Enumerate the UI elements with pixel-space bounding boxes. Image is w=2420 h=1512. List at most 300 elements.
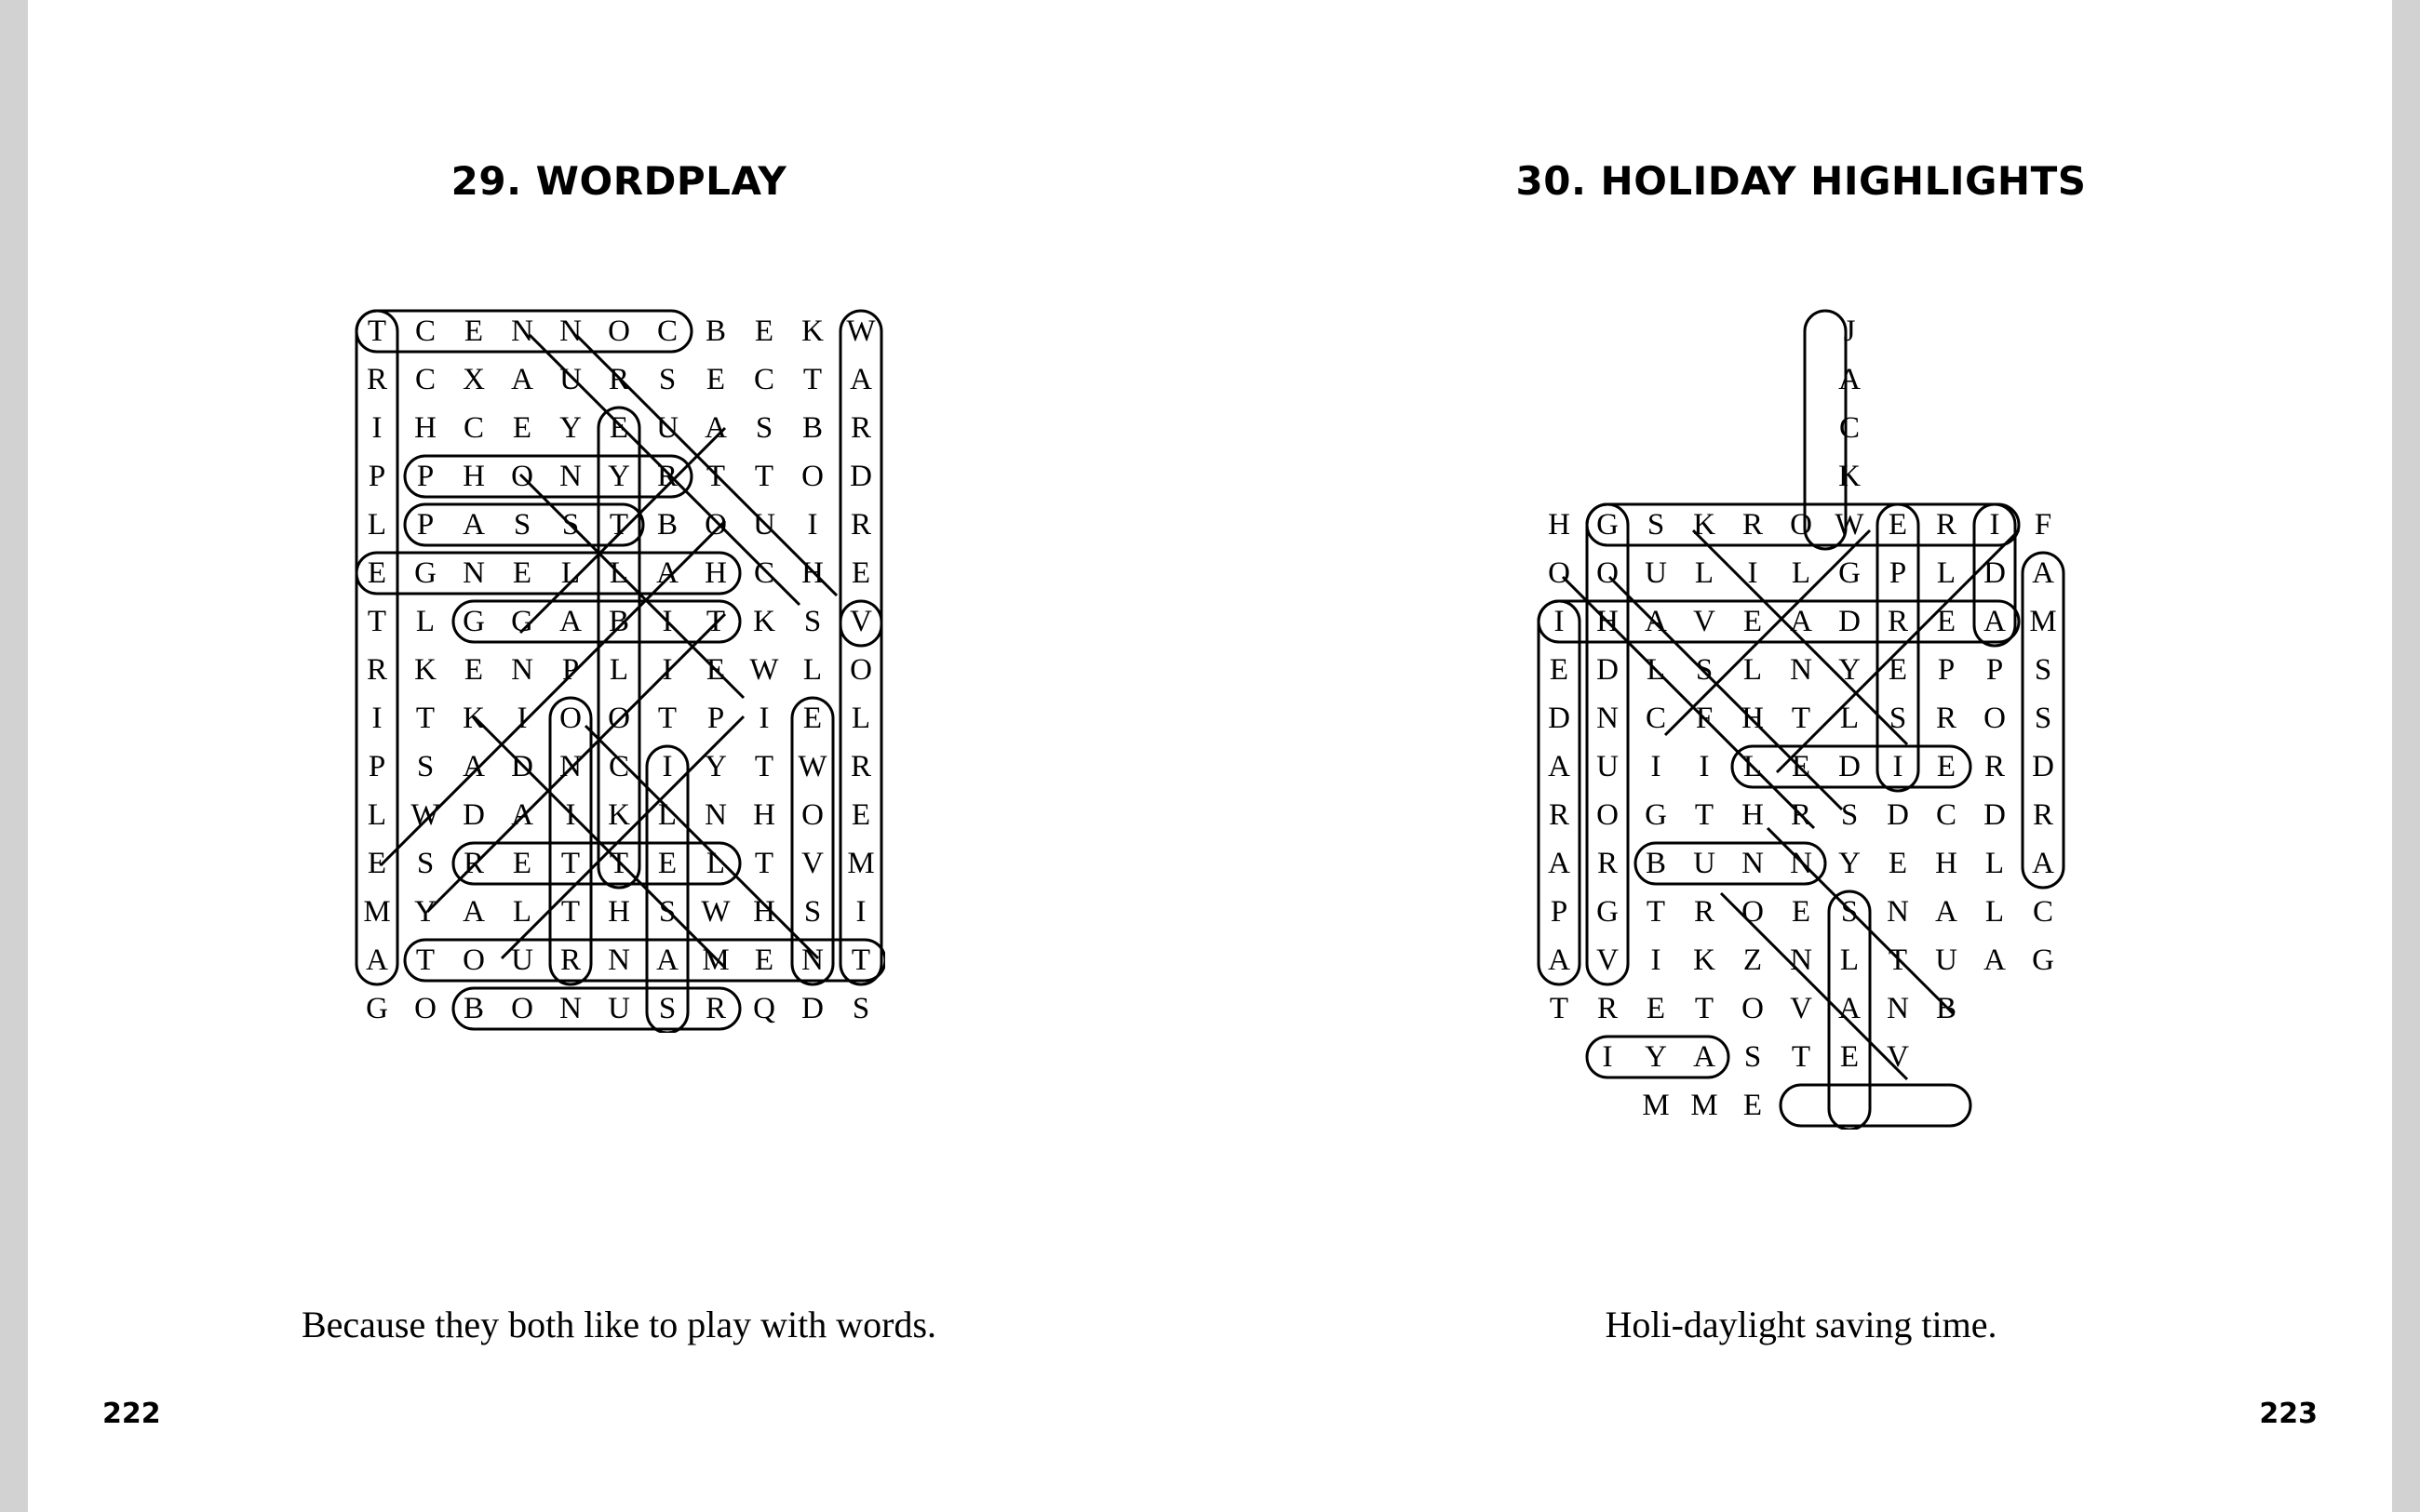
grid-cell[interactable]: B [1935, 992, 1956, 1025]
grid-cell[interactable]: T [754, 847, 774, 880]
grid-cell[interactable]: L [657, 798, 678, 832]
grid-cell[interactable]: R [366, 363, 387, 396]
grid-cell[interactable]: R [1596, 847, 1618, 880]
grid-cell[interactable]: O [1741, 895, 1764, 929]
grid-cell[interactable]: L [609, 556, 629, 590]
grid-cell[interactable]: H [801, 556, 824, 590]
grid-cell[interactable]: N [1887, 895, 1909, 929]
grid-cell[interactable]: T [609, 847, 629, 880]
grid-cell[interactable]: Z [1742, 943, 1763, 977]
grid-cell[interactable]: P [706, 702, 725, 735]
grid-cell[interactable]: Y [608, 460, 630, 493]
grid-cell[interactable]: B [463, 992, 484, 1025]
grid-cell[interactable]: I [855, 895, 867, 929]
grid-cell[interactable]: D [1983, 798, 2006, 832]
grid-cell[interactable]: U [1693, 847, 1715, 880]
grid-cell[interactable]: T [415, 702, 436, 735]
grid-cell[interactable]: G [1838, 556, 1861, 590]
grid-cell[interactable]: L [1984, 847, 2005, 880]
grid-cell[interactable]: L [1984, 895, 2005, 929]
grid-cell[interactable]: S [1743, 1040, 1762, 1074]
grid-cell[interactable]: A [1983, 605, 2006, 638]
grid-cell[interactable]: E [1839, 1040, 1860, 1074]
grid-cell[interactable]: S [416, 750, 435, 783]
grid-cell[interactable]: R [1790, 798, 1811, 832]
grid-cell[interactable]: T [851, 943, 871, 977]
grid-cell[interactable]: T [609, 508, 629, 542]
grid-cell[interactable]: P [368, 460, 386, 493]
grid-cell[interactable]: A [1548, 750, 1570, 783]
grid-cell[interactable]: W [846, 314, 876, 348]
grid-cell[interactable]: Q [753, 992, 775, 1025]
grid-cell[interactable]: V [1693, 605, 1715, 638]
grid-cell[interactable]: C [1935, 798, 1956, 832]
grid-cell[interactable]: A [1838, 363, 1861, 396]
grid-cell[interactable]: E [1549, 653, 1569, 687]
grid-cell[interactable]: A [1838, 992, 1861, 1025]
grid-cell[interactable]: N [1790, 653, 1812, 687]
grid-cell[interactable]: V [850, 605, 872, 638]
grid-cell[interactable]: V [1790, 992, 1812, 1025]
grid-cell[interactable]: A [511, 363, 533, 396]
grid-cell[interactable]: S [658, 992, 677, 1025]
grid-cell[interactable]: M [702, 943, 730, 977]
grid-cell[interactable]: L [1742, 750, 1763, 783]
grid-cell[interactable]: Y [705, 750, 727, 783]
grid-cell[interactable]: E [367, 847, 387, 880]
grid-cell[interactable]: O [705, 508, 727, 542]
grid-cell[interactable]: A [1983, 943, 2006, 977]
grid-cell[interactable]: T [706, 460, 726, 493]
grid-cell[interactable]: N [559, 314, 582, 348]
grid-cell[interactable]: P [1937, 653, 1956, 687]
grid-cell[interactable]: N [1887, 992, 1909, 1025]
grid-cell[interactable]: G [1645, 798, 1667, 832]
grid-cell[interactable]: V [1596, 943, 1619, 977]
grid-cell[interactable]: C [656, 314, 678, 348]
grid-cell[interactable]: I [371, 411, 383, 445]
grid-cell[interactable]: O [511, 460, 533, 493]
grid-cell[interactable]: A [1790, 605, 1812, 638]
grid-cell[interactable]: P [561, 653, 580, 687]
grid-cell[interactable]: T [560, 847, 581, 880]
grid-cell[interactable]: C [1645, 702, 1666, 735]
wordsearch-grid-left[interactable] [353, 307, 885, 1033]
grid-cell[interactable]: A [1935, 895, 1957, 929]
grid-cell[interactable]: S [416, 847, 435, 880]
grid-cell[interactable]: V [801, 847, 824, 880]
grid-cell[interactable]: S [803, 605, 822, 638]
grid-cell[interactable]: N [705, 798, 727, 832]
grid-cell[interactable]: T [754, 750, 774, 783]
grid-cell[interactable]: H [705, 556, 727, 590]
grid-cell[interactable]: O [608, 702, 630, 735]
grid-cell[interactable]: W [410, 798, 440, 832]
grid-cell[interactable]: S [1889, 702, 1907, 735]
grid-cell[interactable]: A [656, 556, 679, 590]
grid-cell[interactable]: D [1887, 798, 1909, 832]
grid-cell[interactable]: H [753, 895, 775, 929]
grid-cell[interactable]: A [850, 363, 872, 396]
grid-cell[interactable]: L [609, 653, 629, 687]
grid-cell[interactable]: K [1838, 460, 1861, 493]
grid-cell[interactable]: I [1553, 605, 1565, 638]
grid-cell[interactable]: C [608, 750, 629, 783]
grid-cell[interactable]: H [1935, 847, 1957, 880]
grid-cell[interactable]: E [754, 943, 774, 977]
grid-cell[interactable]: R [1935, 702, 1956, 735]
grid-cell[interactable]: L [415, 605, 436, 638]
grid-cell[interactable]: Y [1645, 1040, 1667, 1074]
grid-cell[interactable]: T [802, 363, 823, 396]
grid-cell[interactable]: M [363, 895, 391, 929]
grid-cell[interactable]: N [463, 556, 485, 590]
grid-cell[interactable]: O [414, 992, 437, 1025]
grid-cell[interactable]: R [1887, 605, 1908, 638]
grid-cell[interactable]: T [1549, 992, 1569, 1025]
grid-cell[interactable]: L [1742, 653, 1763, 687]
grid-cell[interactable]: E [657, 847, 678, 880]
grid-cell[interactable]: K [801, 314, 824, 348]
grid-cell[interactable]: N [801, 943, 824, 977]
grid-cell[interactable]: R [463, 847, 484, 880]
grid-cell[interactable]: S [1840, 895, 1859, 929]
grid-cell[interactable]: R [705, 992, 726, 1025]
grid-cell[interactable]: G [511, 605, 533, 638]
grid-cell[interactable]: K [414, 653, 437, 687]
grid-cell[interactable]: R [850, 411, 871, 445]
grid-cell[interactable]: D [1548, 702, 1570, 735]
grid-cell[interactable]: A [1548, 847, 1570, 880]
grid-cell[interactable]: P [416, 508, 435, 542]
grid-cell[interactable]: L [367, 798, 387, 832]
grid-cell[interactable]: T [1791, 1040, 1811, 1074]
grid-cell[interactable]: E [1888, 653, 1908, 687]
grid-cell[interactable]: K [463, 702, 485, 735]
grid-cell[interactable]: L [706, 847, 726, 880]
grid-cell[interactable]: R [1693, 895, 1714, 929]
grid-cell[interactable]: E [851, 798, 871, 832]
grid-cell[interactable]: S [1695, 653, 1714, 687]
grid-cell[interactable]: N [559, 992, 582, 1025]
grid-cell[interactable]: D [463, 798, 485, 832]
grid-cell[interactable]: C [414, 363, 436, 396]
grid-cell[interactable]: A [1548, 943, 1570, 977]
grid-cell[interactable]: A [1645, 605, 1667, 638]
grid-cell[interactable]: T [1694, 992, 1714, 1025]
grid-cell[interactable]: T [560, 895, 581, 929]
grid-cell[interactable]: T [1888, 943, 1908, 977]
grid-cell[interactable]: I [1602, 1040, 1613, 1074]
grid-cell[interactable]: H [1596, 605, 1619, 638]
grid-cell[interactable]: C [414, 314, 436, 348]
grid-cell[interactable]: N [1790, 943, 1812, 977]
grid-cell[interactable]: I [807, 508, 818, 542]
grid-cell[interactable]: N [608, 943, 630, 977]
grid-cell[interactable]: T [1646, 895, 1666, 929]
grid-cell[interactable]: E [1791, 750, 1811, 783]
grid-cell[interactable]: G [1596, 895, 1619, 929]
grid-cell[interactable]: U [1935, 943, 1957, 977]
grid-cell[interactable]: L [802, 653, 823, 687]
grid-cell[interactable]: I [662, 750, 673, 783]
grid-cell[interactable]: M [1642, 1089, 1670, 1122]
grid-cell[interactable]: E [706, 363, 726, 396]
grid-cell[interactable]: L [512, 895, 532, 929]
grid-cell[interactable]: P [416, 460, 435, 493]
grid-cell[interactable]: R [656, 460, 678, 493]
grid-cell[interactable]: D [1596, 653, 1619, 687]
grid-cell[interactable]: D [1838, 750, 1861, 783]
grid-cell[interactable]: E [1888, 508, 1908, 542]
grid-cell[interactable]: N [1596, 702, 1619, 735]
grid-cell[interactable]: E [1742, 605, 1763, 638]
grid-cell[interactable]: E [464, 653, 484, 687]
grid-cell[interactable]: X [463, 363, 485, 396]
grid-cell[interactable]: T [1791, 702, 1811, 735]
grid-cell[interactable]: R [850, 750, 871, 783]
grid-cell[interactable]: N [1741, 847, 1764, 880]
grid-cell[interactable]: P [1550, 895, 1568, 929]
grid-cell[interactable]: S [658, 895, 677, 929]
grid-cell[interactable]: R [366, 653, 387, 687]
grid-cell[interactable]: Y [1838, 847, 1861, 880]
grid-cell[interactable]: I [1650, 750, 1661, 783]
grid-cell[interactable]: O [1596, 556, 1619, 590]
grid-cell[interactable]: A [366, 943, 388, 977]
grid-cell[interactable]: I [371, 702, 383, 735]
grid-cell[interactable]: R [1935, 508, 1956, 542]
grid-cell[interactable]: K [1693, 508, 1715, 542]
grid-cell[interactable]: H [1548, 508, 1570, 542]
grid-cell[interactable]: I [1699, 750, 1710, 783]
grid-cell[interactable]: W [749, 653, 779, 687]
grid-cell[interactable]: L [1694, 556, 1714, 590]
grid-cell[interactable]: G [463, 605, 485, 638]
grid-cell[interactable]: M [1690, 1089, 1718, 1122]
grid-cell[interactable]: S [2034, 702, 2052, 735]
grid-cell[interactable]: O [559, 702, 582, 735]
grid-cell[interactable]: G [2032, 943, 2054, 977]
grid-cell[interactable]: T [657, 702, 678, 735]
grid-cell[interactable]: I [662, 653, 673, 687]
grid-cell[interactable]: E [1936, 605, 1956, 638]
grid-cell[interactable]: I [1747, 556, 1758, 590]
grid-cell[interactable]: C [2032, 895, 2053, 929]
grid-cell[interactable]: O [608, 314, 630, 348]
grid-cell[interactable]: O [1548, 556, 1570, 590]
grid-cell[interactable]: S [1647, 508, 1665, 542]
grid-cell[interactable]: K [1693, 943, 1715, 977]
grid-cell[interactable]: C [463, 411, 484, 445]
grid-cell[interactable]: F [2034, 508, 2052, 542]
grid-cell[interactable]: S [513, 508, 531, 542]
grid-cell[interactable]: E [1936, 750, 1956, 783]
grid-cell[interactable]: M [847, 847, 875, 880]
grid-cell[interactable]: U [559, 363, 582, 396]
grid-cell[interactable]: B [705, 314, 726, 348]
grid-cell[interactable]: G [414, 556, 437, 590]
grid-cell[interactable]: U [753, 508, 775, 542]
grid-cell[interactable]: U [656, 411, 679, 445]
grid-cell[interactable]: Y [1838, 653, 1861, 687]
grid-cell[interactable]: N [1790, 847, 1812, 880]
grid-cell[interactable]: T [1694, 798, 1714, 832]
grid-cell[interactable]: O [801, 798, 824, 832]
grid-cell[interactable]: M [2029, 605, 2057, 638]
grid-cell[interactable]: O [511, 992, 533, 1025]
grid-cell[interactable]: A [2032, 847, 2054, 880]
grid-cell[interactable]: E [464, 314, 484, 348]
grid-cell[interactable]: V [1887, 1040, 1909, 1074]
grid-cell[interactable]: I [517, 702, 528, 735]
grid-cell[interactable]: O [801, 460, 824, 493]
grid-cell[interactable]: E [1742, 1089, 1763, 1122]
grid-cell[interactable]: O [1983, 702, 2006, 735]
grid-cell[interactable]: I [662, 605, 673, 638]
grid-cell[interactable]: N [511, 314, 533, 348]
grid-cell[interactable]: R [1983, 750, 2005, 783]
grid-cell[interactable]: H [1741, 702, 1764, 735]
grid-cell[interactable]: K [753, 605, 775, 638]
grid-cell[interactable]: E [512, 411, 532, 445]
grid-cell[interactable]: A [463, 895, 485, 929]
grid-cell[interactable]: B [801, 411, 823, 445]
grid-cell[interactable]: O [463, 943, 485, 977]
grid-cell[interactable]: C [753, 363, 774, 396]
grid-cell[interactable]: A [705, 411, 727, 445]
grid-cell[interactable]: W [1835, 508, 1864, 542]
grid-cell[interactable]: D [850, 460, 872, 493]
grid-cell[interactable]: R [2032, 798, 2053, 832]
grid-cell[interactable]: I [1989, 508, 2000, 542]
grid-cell[interactable]: W [798, 750, 827, 783]
grid-cell[interactable]: A [511, 798, 533, 832]
grid-cell[interactable]: Y [414, 895, 437, 929]
grid-cell[interactable]: E [367, 556, 387, 590]
grid-cell[interactable]: S [755, 411, 773, 445]
grid-cell[interactable]: I [565, 798, 576, 832]
grid-cell[interactable]: A [2032, 556, 2054, 590]
grid-cell[interactable]: A [559, 605, 582, 638]
grid-cell[interactable]: E [512, 556, 532, 590]
grid-cell[interactable]: U [1596, 750, 1619, 783]
grid-cell[interactable]: O [850, 653, 872, 687]
grid-cell[interactable]: D [1838, 605, 1861, 638]
grid-cell[interactable]: S [658, 363, 677, 396]
grid-cell[interactable]: U [511, 943, 533, 977]
grid-cell[interactable]: G [1596, 508, 1619, 542]
grid-cell[interactable]: R [1548, 798, 1569, 832]
grid-cell[interactable]: O [1596, 798, 1619, 832]
grid-cell[interactable]: S [561, 508, 580, 542]
grid-cell[interactable]: R [1741, 508, 1763, 542]
grid-cell[interactable]: U [608, 992, 630, 1025]
grid-cell[interactable]: D [801, 992, 824, 1025]
grid-cell[interactable]: S [852, 992, 870, 1025]
grid-cell[interactable]: T [367, 605, 387, 638]
grid-cell[interactable]: C [753, 556, 774, 590]
grid-cell[interactable]: D [2032, 750, 2054, 783]
grid-cell[interactable]: E [1791, 895, 1811, 929]
grid-cell[interactable]: U [1645, 556, 1667, 590]
grid-cell[interactable]: D [511, 750, 533, 783]
grid-cell[interactable]: A [1693, 1040, 1715, 1074]
grid-cell[interactable]: T [415, 943, 436, 977]
grid-cell[interactable]: P [368, 750, 386, 783]
grid-cell[interactable]: B [656, 508, 678, 542]
grid-cell[interactable]: E [706, 653, 726, 687]
grid-cell[interactable]: E [851, 556, 871, 590]
grid-cell[interactable]: H [463, 460, 485, 493]
grid-cell[interactable]: P [1985, 653, 2004, 687]
grid-cell[interactable]: R [1596, 992, 1618, 1025]
grid-cell[interactable]: E [1888, 847, 1908, 880]
grid-cell[interactable]: E [609, 411, 629, 445]
grid-cell[interactable]: F [1695, 702, 1714, 735]
grid-cell[interactable]: H [608, 895, 630, 929]
grid-cell[interactable]: J [1843, 314, 1856, 348]
grid-cell[interactable]: B [608, 605, 629, 638]
grid-cell[interactable]: R [608, 363, 629, 396]
grid-cell[interactable]: K [608, 798, 630, 832]
grid-cell[interactable]: I [759, 702, 770, 735]
grid-cell[interactable]: L [1646, 653, 1666, 687]
wordsearch-grid-right[interactable] [1535, 307, 2067, 1130]
grid-cell[interactable]: T [754, 460, 774, 493]
grid-cell[interactable]: R [850, 508, 871, 542]
grid-cell[interactable]: S [2034, 653, 2052, 687]
grid-cell[interactable]: G [366, 992, 388, 1025]
grid-cell[interactable]: W [701, 895, 731, 929]
grid-cell[interactable]: O [1741, 992, 1764, 1025]
grid-cell[interactable]: P [1889, 556, 1907, 590]
grid-cell[interactable]: T [367, 314, 387, 348]
grid-cell[interactable]: L [1936, 556, 1956, 590]
grid-cell[interactable]: A [656, 943, 679, 977]
grid-cell[interactable]: L [1791, 556, 1811, 590]
grid-cell[interactable]: A [463, 508, 485, 542]
grid-cell[interactable]: R [559, 943, 581, 977]
grid-cell[interactable]: I [1892, 750, 1903, 783]
grid-cell[interactable]: N [559, 460, 582, 493]
grid-cell[interactable]: O [1790, 508, 1812, 542]
grid-cell[interactable]: H [1741, 798, 1764, 832]
grid-cell[interactable]: H [753, 798, 775, 832]
grid-cell[interactable]: E [754, 314, 774, 348]
grid-cell[interactable]: S [803, 895, 822, 929]
grid-cell[interactable]: L [367, 508, 387, 542]
grid-cell[interactable]: E [1646, 992, 1666, 1025]
grid-cell[interactable]: N [559, 750, 582, 783]
grid-cell[interactable]: C [1838, 411, 1860, 445]
grid-cell[interactable]: E [512, 847, 532, 880]
grid-cell[interactable]: L [851, 702, 871, 735]
grid-cell[interactable]: B [1645, 847, 1666, 880]
grid-cell[interactable]: I [1650, 943, 1661, 977]
grid-cell[interactable]: H [414, 411, 437, 445]
grid-cell[interactable]: N [511, 653, 533, 687]
grid-cell[interactable]: E [802, 702, 823, 735]
grid-cell[interactable]: T [706, 605, 726, 638]
grid-cell[interactable]: A [463, 750, 485, 783]
grid-cell[interactable]: S [1840, 798, 1859, 832]
grid-cell[interactable]: Y [559, 411, 582, 445]
grid-cell[interactable]: D [1983, 556, 2006, 590]
grid-cell[interactable]: L [1839, 943, 1860, 977]
grid-cell[interactable]: L [1839, 702, 1860, 735]
grid-cell[interactable]: L [560, 556, 581, 590]
